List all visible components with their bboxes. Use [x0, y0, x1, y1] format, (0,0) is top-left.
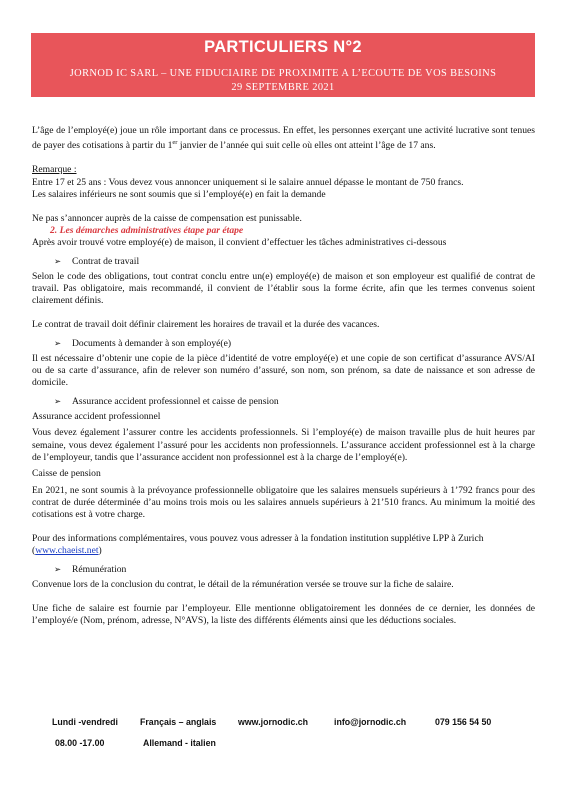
section-heading: 2. Les démarches administratives étape par étape — [50, 224, 244, 236]
arrow-bullet-icon: ➢ — [54, 396, 62, 407]
remuneration-paragraph2: Une fiche de salaire est fournie par l’employeur. Elle mentionne obligatoirement les données de ce dernier, les données de l’employé/e (Nom, prénom, adresse, N°AVS), la liste des différents éléments ainsi que les déductions sociales. — [32, 602, 535, 626]
bullet-assurance-label: Assurance accident professionnel et caisse de pension — [72, 395, 279, 407]
footer-website[interactable]: www.jornodic.ch — [238, 717, 309, 727]
intro-text-part2: janvier de l’année qui suit celle où elles ont atteint l’âge de 17 ans. — [177, 140, 436, 152]
remarque-line2: Les salaires inférieurs ne sont soumis que si l’employé(e) en fait la demande — [32, 188, 326, 200]
bullet-contrat — [32, 256, 535, 268]
header-banner — [31, 33, 535, 97]
arrow-bullet-icon: ➢ — [54, 338, 62, 349]
remarque-label: Remarque : — [32, 164, 77, 176]
bullet-documents-label: Documents à demander à son employé(e) — [72, 337, 232, 349]
contrat-paragraph1: Selon le code des obligations, tout contrat conclu entre un(e) employé(e) de maison et son employeur est qualifié de contrat de travail. Pas obligatoire, mais recommandé, il convient de l’établir sous la forme écrite, afin que les termes convenus soient clairement définis. — [32, 270, 535, 307]
footer-hours: 08.00 -17.00 — [55, 738, 105, 748]
bullet-remuneration — [32, 564, 535, 576]
chaeist-link[interactable]: www.chaeist.net — [35, 545, 99, 557]
punishable-note: Ne pas s’annoncer auprès de la caisse de compensation est punissable. — [32, 212, 302, 224]
bullet-assurance — [32, 396, 535, 408]
document-body — [32, 125, 535, 627]
arrow-bullet-icon: ➢ — [54, 564, 62, 575]
bullet-remuneration-label: Rémunération — [72, 563, 127, 575]
section-intro: Après avoir trouvé votre employé(e) de maison, il convient d’effectuer les tâches administratives ci-dessous — [32, 237, 447, 249]
header-subtitle: JORNOD IC SARL – UNE FIDUCIAIRE DE PROXIMITE A L’ECOUTE DE VOS BESOINS — [69, 68, 497, 79]
intro-superscript: er — [172, 139, 178, 147]
contrat-paragraph2: Le contrat de travail doit définir clairement les horaires de travail et la durée des vacances. — [32, 319, 380, 331]
header-date: 29 SEPTEMBRE 2021 — [231, 82, 335, 93]
page-title: PARTICULIERS N°2 — [204, 38, 362, 56]
footer-phone: 079 156 54 50 — [435, 717, 492, 727]
footer-days: Lundi -vendredi — [52, 717, 118, 727]
intro-paragraph — [32, 125, 535, 153]
remarque-line1: Entre 17 et 25 ans : Vous devez vous annoncer uniquement si le salaire annuel dépasse le montant de 750 francs. — [32, 176, 464, 188]
info-paragraph: Pour des informations complémentaires, vous pouvez vous adresser à la fondation institution supplétive LPP à Zurich (www.chaeist.net) — [32, 532, 484, 557]
assurance-heading: Assurance accident professionnel — [32, 411, 161, 423]
footer-email[interactable]: info@jornodic.ch — [334, 717, 407, 727]
footer-languages-1: Français – anglais — [140, 717, 217, 727]
pension-heading: Caisse de pension — [32, 468, 101, 480]
info-text: Pour des informations complémentaires, vous pouvez vous adresser à la fondation institution supplétive LPP à Zurich — [32, 532, 484, 544]
pension-paragraph: En 2021, ne sont soumis à la prévoyance professionnelle obligatoire que les salaires mensuels supérieurs à 1’792 francs pour des contrat de durée déterminée d’au moins trois mois ou les salaires annuels supérieurs à 21’510 francs. Au minimum la moitié des cotisations est à votre charge. — [32, 484, 535, 521]
arrow-bullet-icon: ➢ — [54, 256, 62, 267]
remuneration-paragraph1: Convenue lors de la conclusion du contrat, le détail de la rémunération versée se trouve sur la fiche de salaire. — [32, 578, 454, 590]
bullet-contrat-label: Contrat de travail — [72, 255, 140, 267]
documents-paragraph: Il est nécessaire d’obtenir une copie de la pièce d’identité de votre employé(e) et une copie de son certificat d’assurance AVS/AI ou de sa carte d’assurance, afin de relever son numéro d’assuré, son nom, son prénom, sa date de naissance et son adresse de domicile. — [32, 352, 535, 389]
footer-languages-2: Allemand - italien — [143, 738, 216, 748]
bullet-documents — [32, 338, 535, 350]
intro-text-part1: L’âge de l’employé(e) joue un rôle important dans ce processus. En effet, les personnes exerçant une activité lucrative sont tenues de payer des cotisations à partir du 1 — [32, 125, 535, 152]
assurance-paragraph: Vous devez également l’assurer contre les accidents professionnels. Si l’employé(e) de maison travaille plus de huit heures par semaine, vous devez également l’assuré pour les accidents non professionnels. L’assurance accident professionnel est à la charge de l’employeur, tandis que l’assurance accident non professionnel est à la charge de l’employé(e). — [32, 427, 535, 463]
